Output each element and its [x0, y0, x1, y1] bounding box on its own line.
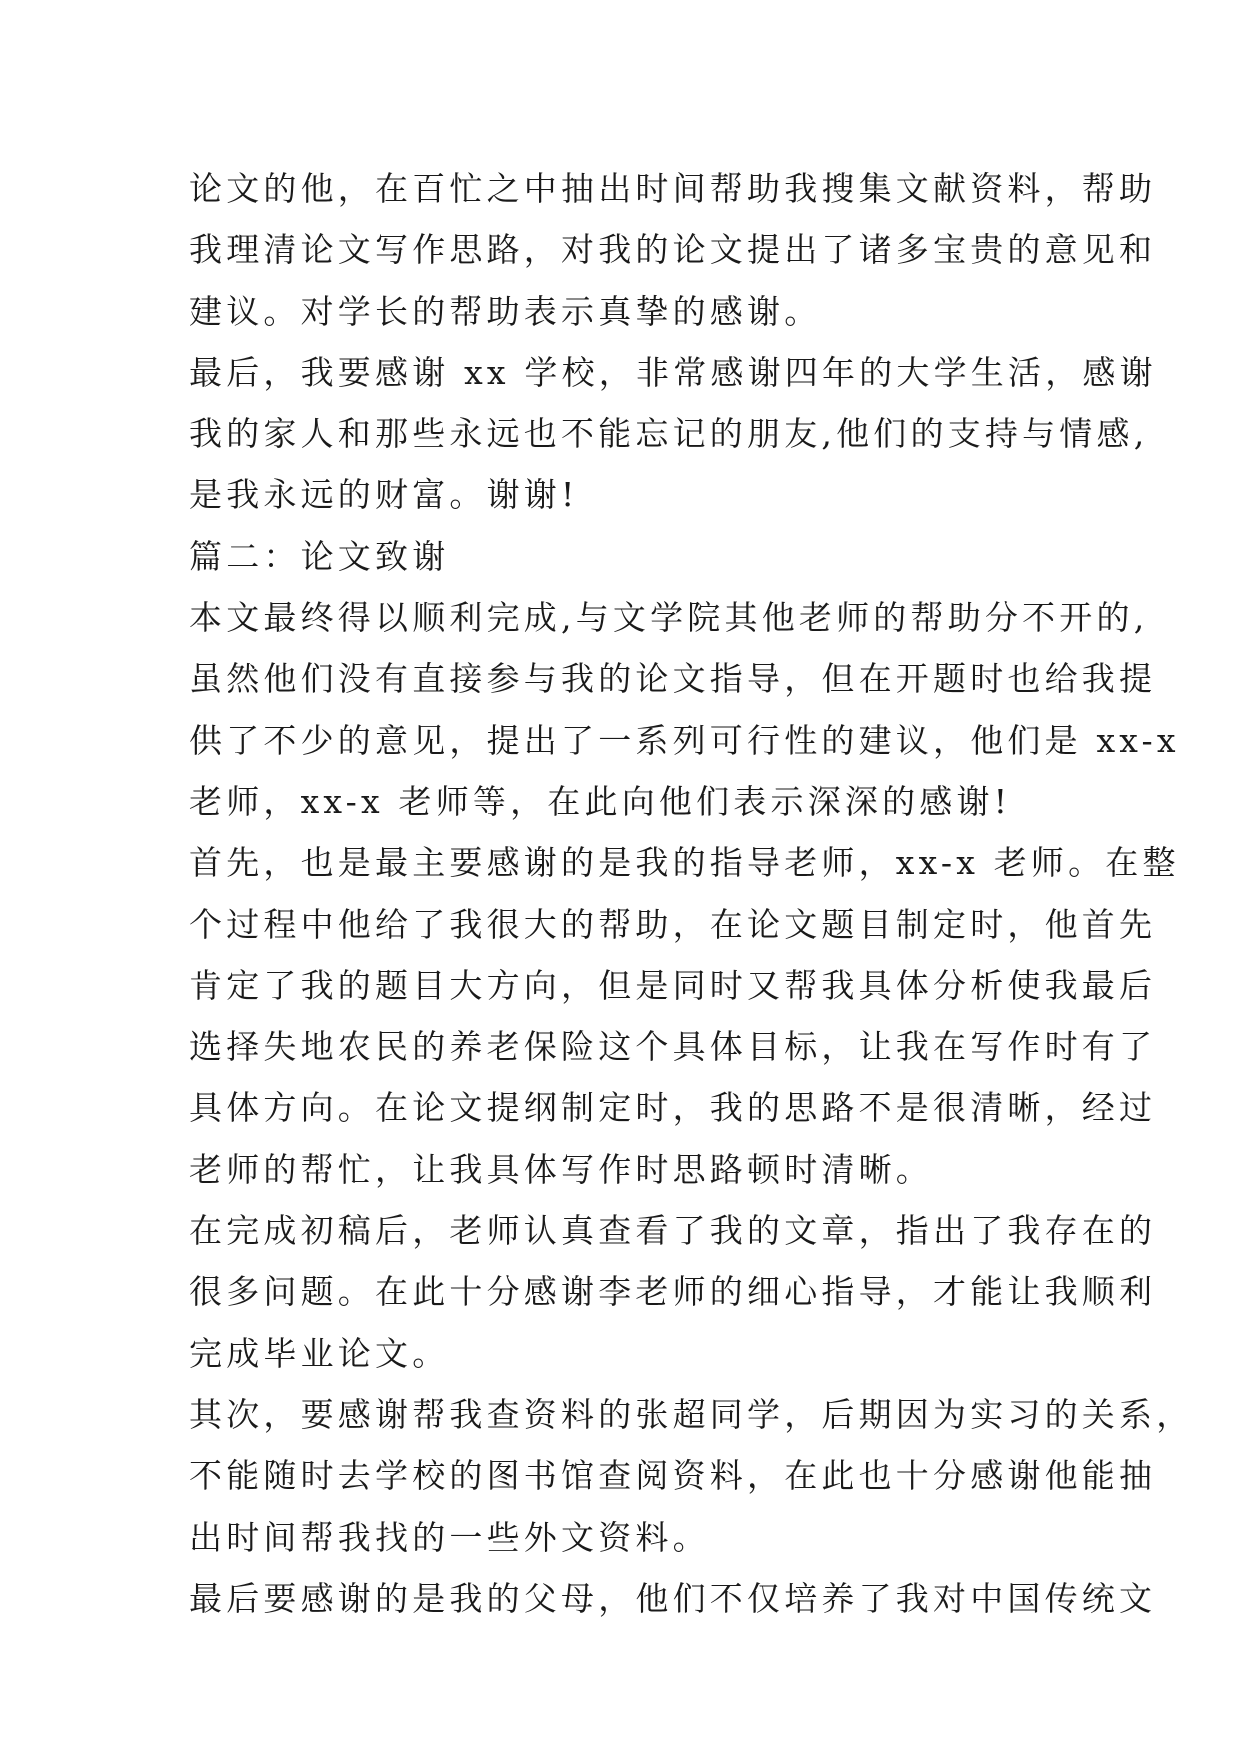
text-line: 选择失地农民的养老保险这个具体目标，让我在写作时有了: [189, 1027, 1157, 1067]
text-line: 我的家人和那些永远也不能忘记的朋友,他们的支持与情感,: [189, 414, 1149, 454]
text-line: 完成毕业论文。: [189, 1333, 450, 1373]
text-line: 最后，我要感谢 xx 学校，非常感谢四年的大学生活，感谢: [189, 352, 1157, 392]
text-line: 虽然他们没有直接参与我的论文指导，但在开题时也给我提: [189, 659, 1157, 699]
text-line: 在完成初稿后，老师认真查看了我的文章，指出了我存在的: [189, 1211, 1157, 1251]
text-line: 最后要感谢的是我的父母，他们不仅培养了我对中国传统文: [189, 1578, 1157, 1618]
section-heading: 篇二：论文致谢: [189, 536, 450, 576]
text-line: 首先，也是最主要感谢的是我的指导老师，xx-x 老师。在整: [189, 843, 1180, 883]
text-line: 建议。对学长的帮助表示真挚的感谢。: [189, 291, 822, 331]
text-line: 我理清论文写作思路，对我的论文提出了诸多宝贵的意见和: [189, 230, 1157, 270]
text-line: 很多问题。在此十分感谢李老师的细心指导，才能让我顺利: [189, 1272, 1157, 1312]
text-line: 个过程中他给了我很大的帮助，在论文题目制定时，他首先: [189, 904, 1157, 944]
text-line: 是我永远的财富。谢谢!: [189, 475, 579, 515]
text-line: 其次，要感谢帮我查资料的张超同学，后期因为实习的关系，: [189, 1394, 1194, 1434]
text-line: 论文的他，在百忙之中抽出时间帮助我搜集文献资料，帮助: [189, 169, 1157, 208]
text-line: 不能随时去学校的图书馆查阅资料，在此也十分感谢他能抽: [189, 1456, 1157, 1496]
text-line: 老师的帮忙，让我具体写作时思路顿时清晰。: [189, 1149, 933, 1189]
text-line: 老师，xx-x 老师等，在此向他们表示深深的感谢!: [189, 781, 1012, 821]
document-body: [189, 158, 1194, 1629]
text-line: 具体方向。在论文提纲制定时，我的思路不是很清晰，经过: [189, 1088, 1157, 1128]
text-line: 本文最终得以顺利完成,与文学院其他老师的帮助分不开的,: [189, 598, 1149, 638]
text-line: 供了不少的意见，提出了一系列可行性的建议，他们是 xx-x: [189, 720, 1180, 760]
text-line: 肯定了我的题目大方向，但是同时又帮我具体分析使我最后: [189, 965, 1157, 1005]
text-line: 出时间帮我找的一些外文资料。: [189, 1517, 710, 1557]
